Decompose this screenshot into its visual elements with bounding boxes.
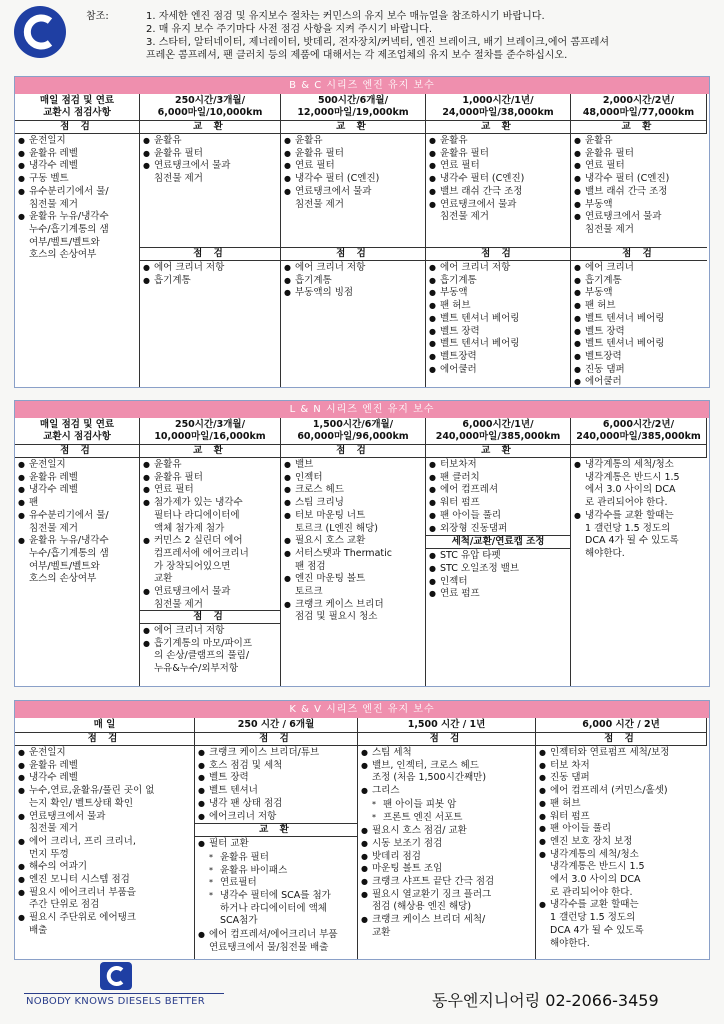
kv-6000-item: ● 인젝터와 연료펌프 세척/보정: [539, 747, 705, 760]
ln-daily-col: [15, 458, 140, 687]
cummins-c-mark: [17, 9, 63, 55]
ln-250-replace-block: [140, 458, 280, 610]
bc-inspect-item: ● 벨트 텐셔너 베어링: [429, 313, 568, 326]
ln-6000a-item: ● 외장형 진동댐퍼: [429, 523, 568, 536]
bc-inspect-item: ● 에어 크리너: [574, 262, 705, 275]
kv-title: K & V 시리즈 엔진 유지 보수: [15, 701, 709, 718]
bc-replace-item: ● 연료 필터: [284, 160, 423, 173]
ln-daily-item: ● 팬: [18, 497, 137, 510]
ln-250-replace-item: ● 연료탱크에서 물과 침전물 제거: [143, 586, 278, 611]
bc-replace-item: ● 연료탱크에서 물과 침전물 제거: [284, 186, 423, 211]
kv-subheader-2: 점 검: [358, 733, 536, 746]
bc-replace-list: [426, 134, 570, 224]
ln-1500-item: ● 인젝터: [284, 472, 423, 485]
kv-header-0: 매 일: [15, 718, 195, 733]
kv-250-replace-item: ● 필터 교환: [198, 838, 355, 851]
kv-250-inspect-item: ● 호스 점검 및 세척: [198, 760, 355, 773]
ln-6000b-item: ● 냉각계통의 세척/청소 냉각계통은 반드시 1.5 에서 3.0 사이의 DCA 로 관리되어야 한다.: [574, 459, 705, 510]
kv-6000-item: ● 진동 댐퍼: [539, 772, 705, 785]
bc-replace-item: ● 윤활유: [574, 135, 705, 148]
bc-inspect-item: ● 흡기계통: [284, 275, 423, 288]
bc-replace-item: ● 밸브 래쉬 간극 조정: [574, 186, 705, 199]
footer-rule: [24, 993, 224, 994]
bc-subheader-1: 교 환: [140, 121, 281, 134]
ln-250-inspect-label: 점 검: [140, 610, 280, 624]
bc-inspect-label: 점 검: [426, 247, 570, 261]
kv-6000-item: ● 팬 아이들 풀리: [539, 823, 705, 836]
kv-250-replace-tail-item: ● 에어 컴프레셔/에어크리너 부품 연료탱크에서 물/침전물 배출: [198, 929, 355, 954]
ln-6000a-col: [426, 458, 571, 687]
ln-6000b-item: ● 냉각수를 교환 할때는 1 갤런당 1.5 정도의 DCA 4가 될 수 있도록 해야한다.: [574, 510, 705, 561]
cummins-logo: [14, 6, 66, 58]
ln-6000a-item: ● 에어 컴프레셔: [429, 484, 568, 497]
ln-250-replace-item: ● 윤활유: [143, 459, 278, 472]
kv-250-replace-sub-item: * 연료필터: [198, 877, 355, 890]
ln-1500-item: ● 엔진 마운팅 볼트 토르크: [284, 573, 423, 598]
kv-1500-grease-list: [358, 798, 535, 824]
ln-1500-item: ● 서터스탯과 Thermatic 팬 점검: [284, 548, 423, 573]
bc-subheader-3: 교 환: [426, 121, 571, 134]
kv-250-replace-sub-list: [195, 851, 357, 928]
bc-replace-block: [281, 134, 425, 247]
kv-1500-more-item: ● 필요시 열교환기 징크 플러그 점검 (해상용 엔진 해당): [361, 889, 533, 914]
kv-250-replace-sub-item: * 윤활유 바이패스: [198, 865, 355, 878]
kv-250-inspect-item: ● 벨트 텐셔너: [198, 785, 355, 798]
notes-list: [86, 10, 716, 62]
kv-daily-col: [15, 746, 195, 960]
kv-250-replace-label: 교 환: [195, 823, 357, 837]
bc-replace-item: ● 윤활유: [284, 135, 423, 148]
ln-250-replace-list: [140, 458, 280, 611]
kv-6000-item: ● 엔진 보호 장치 보정: [539, 836, 705, 849]
note-line: 프레온 콤프레셔, 팬 클러치 등의 제품에 대해서는 각 제조업체의 유지 보수 절차를 준수하십시오.: [146, 50, 568, 61]
bc-inspect-item: ● 부동액: [429, 287, 568, 300]
ln-subheader-4: [571, 445, 707, 458]
bc-inspect-item: ● 에어쿨러: [429, 364, 568, 377]
bc-inspect-item: ● 에어 크리너 저항: [143, 262, 278, 275]
ln-subheader-1: 교 환: [140, 445, 281, 458]
ln-daily-item: ● 냉각수 레벨: [18, 484, 137, 497]
bc-replace-block: [571, 134, 707, 247]
kv-250-replace-sub-item: * 냉각수 필터에 SCA를 첨가 하거나 라디에이터에 액체 SCA첨가: [198, 890, 355, 928]
kv-1500-more-item: ● 필요시 호스 점검/ 교환: [361, 825, 533, 838]
bc-daily-item: ● 유수분리기에서 물/ 침전물 제거: [18, 186, 137, 211]
kv-1500-item: ● 그리스: [361, 785, 533, 798]
bc-replace-item: ● 냉각수 필터 (C엔진): [574, 173, 705, 186]
kv-1500-more-item: ● 마운팅 볼트 조임: [361, 863, 533, 876]
kv-1500-item: ● 밸브, 인젝터, 크로스 헤드 조정 (처음 1,500시간째만): [361, 760, 533, 785]
ln-subheader-0: 점 검: [15, 445, 140, 458]
bc-inspect-item: ● 벨트장력: [574, 351, 705, 364]
ln-6000a-adjust-item: ● 인젝터: [429, 576, 568, 589]
bc-replace-item: ● 냉각수 필터 (C엔진): [284, 173, 423, 186]
ln-1500-item: ● 밸브: [284, 459, 423, 472]
bc-replace-item: ● 연료 필터: [574, 160, 705, 173]
bc-replace-block: [426, 134, 570, 247]
bc-replace-item: ● 밸브 래쉬 간극 조정: [429, 186, 568, 199]
kv-subheader-1: 점 검: [195, 733, 358, 746]
bc-replace-item: ● 윤활유 필터: [574, 148, 705, 161]
kv-daily-item: ● 에어 크리너, 프리 크리너, 먼지 뚜껑: [18, 836, 192, 861]
ln-daily-item: ● 운전일지: [18, 459, 137, 472]
kv-1500-col: [358, 746, 536, 960]
kv-daily-item: ● 엔진 모니터 시스템 점검: [18, 874, 192, 887]
kv-subheader-0: 점 검: [15, 733, 195, 746]
ln-6000a-item: ● 터보차저: [429, 459, 568, 472]
bc-subheader-2: 교 환: [281, 121, 426, 134]
ln-series-table: [14, 400, 710, 687]
ln-250-inspect-item: ● 흡기계통의 마모/파이프 의 손상/클램프의 풀림/ 누유&누수/외부저항: [143, 638, 278, 676]
kv-1500-grease-item: * 프론트 엔진 서포트: [361, 812, 533, 825]
bc-series-table: [14, 76, 710, 388]
kv-1500-more-list: [358, 824, 535, 939]
bc-interval-col-3: [426, 134, 571, 388]
kv-6000-item: ● 워터 펌프: [539, 811, 705, 824]
ln-1500-item: ● 필요시 호스 교환: [284, 535, 423, 548]
bc-header-2: 500시간/6개월/ 12,000마일/19,000km: [281, 94, 426, 121]
bc-inspect-label: 점 검: [140, 247, 280, 261]
kv-1500-list: [358, 746, 535, 798]
bc-header-1: 250시간/3개월/ 6,000마일/10,000km: [140, 94, 281, 121]
bc-inspect-list: [140, 261, 280, 287]
kv-daily-item: ● 누수,연료,윤활유/풀린 곳이 없 는지 확인/ 벨트상태 확인: [18, 785, 192, 810]
kv-daily-list: [15, 746, 194, 938]
bc-replace-item: ● 냉각수 필터 (C엔진): [429, 173, 568, 186]
bc-inspect-item: ● 에어 크리너 저항: [284, 262, 423, 275]
bc-daily-item: ● 윤활유 레벨: [18, 148, 137, 161]
kv-6000-item: ● 팬 허브: [539, 798, 705, 811]
ln-header-3: 6,000시간/1년/ 240,000마일/385,000km: [426, 418, 571, 445]
ln-250-replace-item: ● 윤활유 필터: [143, 472, 278, 485]
notes-label: 참조:: [86, 11, 109, 22]
kv-1500-more-item: ● 밧데리 점검: [361, 851, 533, 864]
bc-replace-item: ● 윤활유: [429, 135, 568, 148]
kv-1500-more-item: ● 크랭크 케이스 브리더 세척/ 교환: [361, 914, 533, 939]
bc-replace-item: ● 윤활유: [143, 135, 278, 148]
bc-replace-block: [140, 134, 280, 247]
bc-inspect-item: ● 벨트 장력: [429, 326, 568, 339]
bc-inspect-item: ● 벨트 텐셔너 베어링: [574, 338, 705, 351]
ln-subheader-2: 점 검: [281, 445, 426, 458]
ln-1500-item: ● 크로스 헤드: [284, 484, 423, 497]
kv-250-replace-tail-list: [195, 928, 357, 954]
note-line: 2. 매 유지 보수 주기마다 사전 점검 사항을 지켜 주시기 바랍니다.: [146, 24, 433, 35]
kv-6000-list: [536, 746, 707, 950]
bc-replace-list: [281, 134, 425, 211]
ln-6000a-list: [426, 458, 570, 535]
bc-daily-item: ● 윤활유 누유/냉각수 누수/흡기계통의 샘 여부/벨트/벨트와 호스의 손상여부: [18, 211, 137, 262]
ln-250-inspect-list: [140, 624, 280, 676]
kv-1500-grease-item: * 팬 아이들 피봇 암: [361, 799, 533, 812]
bc-replace-list: [140, 134, 280, 186]
kv-250-replace-list: [195, 837, 357, 851]
kv-daily-item: ● 해수의 여과기: [18, 861, 192, 874]
bc-replace-item: ● 윤활유 필터: [429, 148, 568, 161]
bc-daily-col: [15, 134, 140, 388]
bc-interval-col-4: [571, 134, 707, 388]
kv-daily-item: ● 필요시 에어크리너 부품을 주간 단위로 점검: [18, 887, 192, 912]
bc-inspect-list: [426, 261, 570, 376]
kv-series-table: [14, 700, 710, 960]
bc-inspect-list: [281, 261, 425, 300]
bc-inspect-item: ● 진동 댐퍼: [574, 364, 705, 377]
ln-6000b-col: [571, 458, 707, 687]
kv-250-col: [195, 746, 358, 960]
bc-inspect-item: ● 부동액의 빙점: [284, 287, 423, 300]
ln-header-0: 매일 점검 및 연료 교환시 점검사항: [15, 418, 140, 445]
ln-250-inspect-item: ● 에어 크리너 저항: [143, 625, 278, 638]
ln-6000a-item: ● 팬 아이들 풀리: [429, 510, 568, 523]
bc-inspect-item: ● 팬 허브: [429, 300, 568, 313]
bc-inspect-item: ● 부동액: [574, 287, 705, 300]
ln-6000a-adjust-list: [426, 549, 570, 601]
kv-6000-item: ● 터보 차저: [539, 760, 705, 773]
ln-6000a-item: ● 팬 클러치: [429, 472, 568, 485]
bc-header-4: 2,000시간/2년/ 48,000마일/77,000km: [571, 94, 707, 121]
kv-header-2: 1,500 시간 / 1년: [358, 718, 536, 733]
bc-inspect-item: ● 에어 크리너 저항: [429, 262, 568, 275]
ln-1500-col: [281, 458, 426, 687]
kv-250-inspect-item: ● 벨트 장력: [198, 772, 355, 785]
ln-1500-item: ● 터보 마운팅 너트 토르크 (L엔진 해당): [284, 510, 423, 535]
kv-1500-more-item: ● 시동 보조기 점검: [361, 838, 533, 851]
kv-6000-item: ● 냉각계통의 세척/청소 냉각계통은 반드시 1.5 에서 3.0 사이의 DCA 로 관리되어야 한다.: [539, 849, 705, 900]
note-line: 3. 스타터, 알터네이터, 제너레이터, 밧데리, 전자장치/커넥터, 엔진 브레이크, 배기 브레이크,에어 콤프레셔: [146, 37, 610, 48]
kv-1500-more-item: ● 크랭크 샤프트 끝단 간극 점검: [361, 876, 533, 889]
ln-header-2: 1,500시간/6개월/ 60,000마일/96,000km: [281, 418, 426, 445]
bc-daily-item: ● 냉각수 레벨: [18, 160, 137, 173]
footer-company-phone: 동우엔지니어링 02-2066-3459: [432, 991, 659, 1010]
bc-inspect-item: ● 벨트 텐셔너 베어링: [574, 313, 705, 326]
bc-subheader-4: 교 환: [571, 121, 707, 134]
kv-250-replace-sub-item: * 윤활유 필터: [198, 852, 355, 865]
ln-header-4: 6,000시간/2년/ 240,000마일/385,000km: [571, 418, 707, 445]
bc-inspect-item: ● 벨트장력: [429, 351, 568, 364]
cummins-footer-logo: [100, 962, 132, 990]
bc-daily-item: ● 구동 벨트: [18, 173, 137, 186]
ln-250-replace-item: ● 연료 필터: [143, 484, 278, 497]
bc-subheader-0: 점 검: [15, 121, 140, 134]
ln-250-replace-item: ● 커민스 2 실린더 에어 컴프레서에 에어크리너 가 장착되어있으면 교환: [143, 535, 278, 586]
kv-subheader-3: 점 검: [536, 733, 707, 746]
bc-replace-item: ● 연료탱크에서 물과 침전물 제거: [429, 199, 568, 224]
bc-inspect-label: 점 검: [571, 247, 707, 261]
ln-daily-item: ● 윤활유 레벨: [18, 472, 137, 485]
ln-6000a-adjust-label: 세척/교환/연료캡 조정: [426, 535, 570, 549]
ln-6000a-adjust-item: ● STC 오일조정 밸브: [429, 563, 568, 576]
kv-daily-item: ● 연료탱크에서 물과 침전물 제거: [18, 811, 192, 836]
bc-inspect-item: ● 벨트 장력: [574, 326, 705, 339]
bc-replace-item: ● 윤활유 필터: [284, 148, 423, 161]
ln-250-col: [140, 458, 281, 687]
bc-header-0: 매일 점검 및 연료 교환시 점검사항: [15, 94, 140, 121]
bc-inspect-item: ● 에어쿨러: [574, 376, 705, 388]
notes-block: [86, 10, 716, 62]
bc-inspect-list: [571, 261, 707, 388]
note-line: 1. 자세한 엔진 점검 및 유지보수 절차는 커민스의 유지 보수 매뉴얼을 참조하시기 바랍니다.: [146, 11, 545, 22]
ln-daily-item: ● 유수분리기에서 물/ 침전물 제거: [18, 510, 137, 535]
bc-inspect-item: ● 벨트 텐셔너 베어링: [429, 338, 568, 351]
kv-250-inspect-item: ● 냉각 팬 상태 점검: [198, 798, 355, 811]
bc-interval-col-1: [140, 134, 281, 388]
bc-daily-list: [15, 134, 139, 262]
ln-daily-list: [15, 458, 139, 586]
ln-6000a-adjust-item: ● 연료 펌프: [429, 588, 568, 601]
bc-replace-item: ● 연료 필터: [429, 160, 568, 173]
ln-6000a-adjust-item: ● STC 유압 타펫: [429, 550, 568, 563]
ln-title: L & N 시리즈 엔진 유지 보수: [15, 401, 709, 418]
bc-replace-item: ● 연료탱크에서 물과 침전물 제거: [574, 211, 705, 236]
ln-header-1: 250시간/3개월/ 10,000마일/16,000km: [140, 418, 281, 445]
bc-title: B & C 시리즈 엔진 유지 보수: [15, 77, 709, 94]
ln-subheader-3: 교 환: [426, 445, 571, 458]
ln-6000a-item: ● 워터 펌프: [429, 497, 568, 510]
bc-inspect-item: ● 흡기계통: [143, 275, 278, 288]
kv-6000-col: [536, 746, 707, 960]
kv-daily-item: ● 운전일지: [18, 747, 192, 760]
kv-header-1: 250 시간 / 6개월: [195, 718, 358, 733]
ln-1500-item: ● 스팀 크리닝: [284, 497, 423, 510]
footer-tagline: NOBODY KNOWS DIESELS BETTER: [26, 996, 205, 1007]
kv-250-inspect-list: [195, 746, 357, 823]
bc-replace-item: ● 부동액: [574, 199, 705, 212]
kv-6000-item: ● 냉각수를 교환 할때는 1 갤런당 1.5 정도의 DCA 4가 될 수 있도록 해야한다.: [539, 899, 705, 950]
bc-interval-col-2: [281, 134, 426, 388]
bc-inspect-item: ● 흡기계통: [574, 275, 705, 288]
kv-6000-item: ● 에어 컴프레셔 (커민스/홀셋): [539, 785, 705, 798]
bc-replace-item: ● 연료탱크에서 물과 침전물 제거: [143, 160, 278, 185]
kv-250-inspect-item: ● 크랭크 케이스 브리더/튜브: [198, 747, 355, 760]
ln-1500-item: ● 크랭크 케이스 브리더 점검 및 필요시 청소: [284, 599, 423, 624]
bc-inspect-item: ● 팬 허브: [574, 300, 705, 313]
bc-replace-list: [571, 134, 707, 237]
bc-daily-item: ● 운전일지: [18, 135, 137, 148]
ln-1500-list: [281, 458, 425, 624]
bc-header-3: 1,000시간/1년/ 24,000마일/38,000km: [426, 94, 571, 121]
ln-daily-item: ● 윤활유 누유/냉각수 누수/흡기계통의 샘 여부/벨트/벨트와 호스의 손상여부: [18, 535, 137, 586]
kv-daily-item: ● 윤활유 레벨: [18, 760, 192, 773]
kv-daily-item: ● 냉각수 레벨: [18, 772, 192, 785]
kv-250-inspect-item: ● 에어크리너 저항: [198, 811, 355, 824]
ln-250-replace-item: ● 첨가제가 있는 냉각수 필터나 라디에이터에 액체 첨가제 첨가: [143, 497, 278, 535]
ln-6000b-list: [571, 458, 707, 561]
kv-1500-item: ● 스팀 세척: [361, 747, 533, 760]
bc-replace-item: ● 윤활유 필터: [143, 148, 278, 161]
kv-daily-item: ● 필요시 주단위로 에어탱크 배출: [18, 912, 192, 937]
kv-header-3: 6,000 시간 / 2년: [536, 718, 707, 733]
bc-inspect-item: ● 흡기계통: [429, 275, 568, 288]
bc-inspect-label: 점 검: [281, 247, 425, 261]
